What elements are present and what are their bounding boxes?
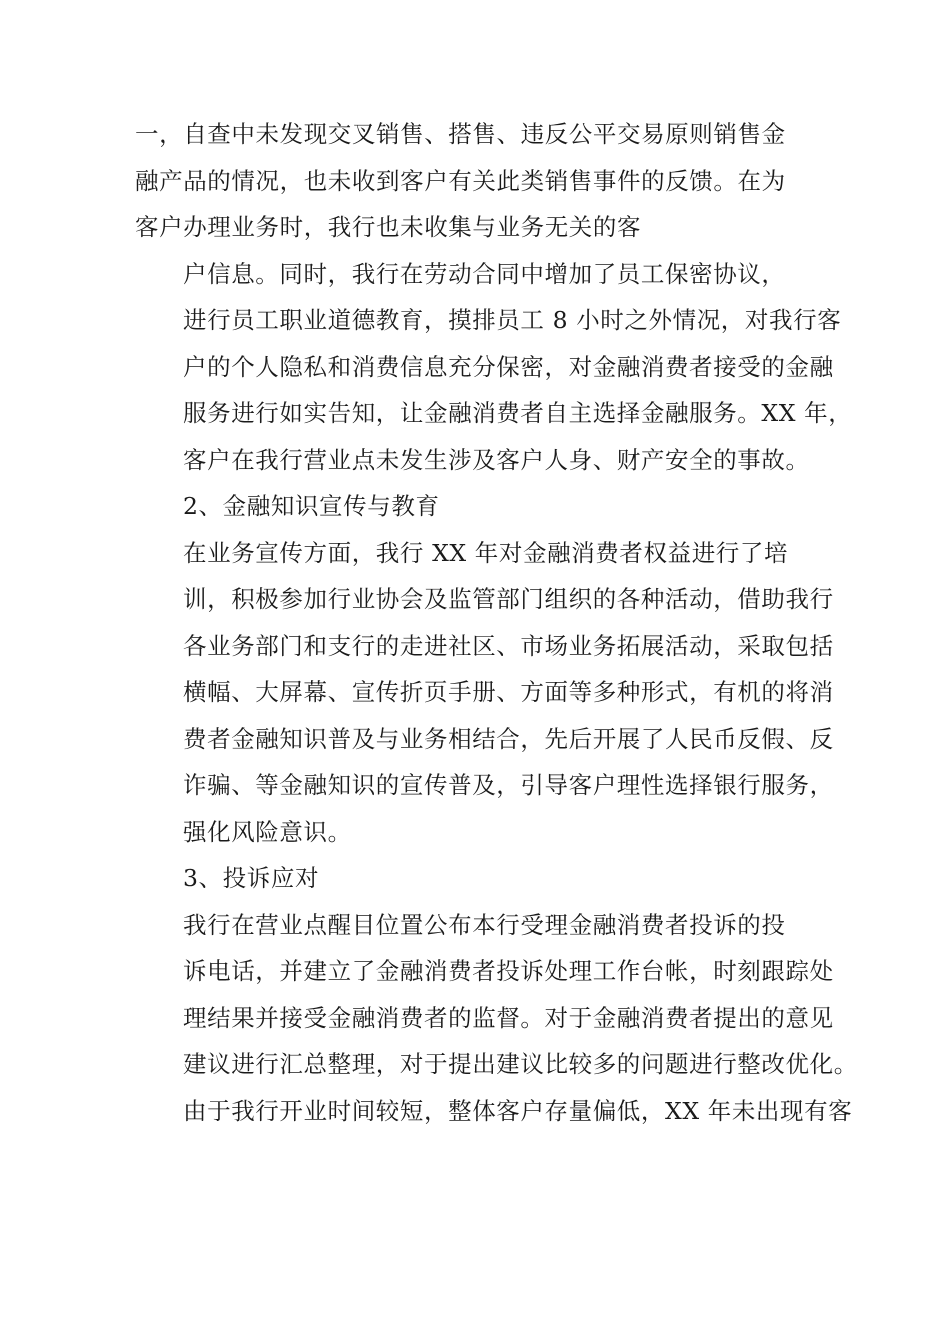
text-line: 各业务部门和支行的走进社区、市场业务拓展活动，采取包括 [183, 631, 834, 660]
paragraph [135, 902, 858, 1135]
text-line: 融产品的情况，也未收到客户有关此类销售事件的反馈。在为 [135, 166, 786, 195]
text-line: 户信息。同时，我行在劳动合同中增加了员工保密协议， [183, 259, 786, 288]
text-line: 客户在我行营业点未发生涉及客户人身、财产安全的事故。 [183, 445, 810, 474]
text-line: 强化风险意识。 [183, 817, 352, 846]
text-line: 费者金融知识普及与业务相结合，先后开展了人民币反假、反 [183, 724, 834, 753]
text-line: 3、投诉应对 [183, 864, 320, 892]
text-line: 训，积极参加行业协会及监管部门组织的各种活动，借助我行 [183, 585, 834, 613]
document-body [135, 111, 858, 1134]
text-line: 户的个人隐私和消费信息充分保密，对金融消费者接受的金融 [183, 352, 834, 381]
text-line: 在业务宣传方面，我行 XX 年对金融消费者权益进行了培 [183, 538, 789, 567]
paragraph [135, 251, 855, 484]
text-line: 进行员工职业道德教育，摸排员工 8 小时之外情况，对我行客 [183, 306, 842, 334]
text-line: 诈骗、等金融知识的宣传普及，引导客户理性选择银行服务， [183, 771, 834, 799]
paragraph [135, 483, 855, 530]
text-line: 理结果并接受金融消费者的监督。对于金融消费者提出的意见 [183, 1003, 834, 1032]
text-line: 客户办理业务时，我行也未收集与业务无关的客 [135, 213, 642, 241]
text-line: 建议进行汇总整理，对于提出建议比较多的问题进行整改优化。 [183, 1050, 858, 1078]
text-line: 一，自查中未发现交叉销售、搭售、违反公平交易原则销售金 [135, 120, 786, 148]
text-line: 我行在营业点醒目位置公布本行受理金融消费者投诉的投 [183, 910, 786, 939]
paragraph [135, 530, 855, 856]
text-line: 由于我行开业时间较短，整体客户存量偏低，XX 年未出现有客 [183, 1096, 853, 1125]
text-line: 2、金融知识宣传与教育 [183, 492, 440, 520]
text-line: 诉电话，并建立了金融消费者投诉处理工作台帐，时刻跟踪处 [183, 957, 834, 985]
text-line: 横幅、大屏幕、宣传折页手册、方面等多种形式，有机的将消 [183, 678, 834, 706]
paragraph [135, 855, 855, 902]
text-line: 服务进行如实告知，让金融消费者自主选择金融服务。XX 年， [183, 399, 853, 427]
paragraph [135, 111, 855, 251]
